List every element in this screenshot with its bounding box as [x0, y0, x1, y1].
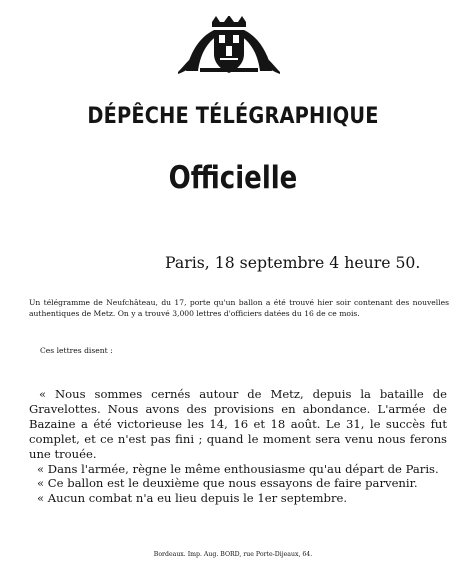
printer-imprint: Bordeaux. Imp. Aug. BORD, rue Porte-Dijeaux, 64. [153, 551, 313, 558]
message-line: « Ce ballon est le deuxième que nous essayons de faire parvenir. [37, 476, 418, 491]
intro-paragraph: Un télégramme de Neufchâteau, du 17, porte qu'un ballon a été trouvé hier soir contenant des nouvelles authentiques de Metz. On y a trouvé 3,000 lettres d'officiers datées du 16 de ce mois. [29, 298, 449, 318]
message-paragraph: « Nous sommes cernés autour de Metz, depuis la bataille de Gravelottes. Nous avons des provisions en abondance. L'armée de Bazaine a été victorieuse les 14, 16 et 18 août. Le 31, le succès fut complet, et ce n'est pas fini ; quand le moment sera venu nous ferons une trouée. [29, 387, 447, 461]
document-title: DÉPÊCHE TÉLÉGRAPHIQUE [87, 103, 379, 129]
letters-lead: Ces lettres disent : [40, 346, 113, 355]
dateline: Paris, 18 septembre 4 heure 50. [165, 253, 421, 272]
message-line: « Aucun combat n'a eu lieu depuis le 1er septembre. [37, 491, 348, 506]
coat-of-arms-emblem [176, 16, 282, 74]
letters-message [29, 387, 447, 506]
message-line: « Dans l'armée, règne le même enthousiasme qu'au départ de Paris. [37, 461, 439, 476]
document-subtitle: Officielle [168, 160, 298, 196]
